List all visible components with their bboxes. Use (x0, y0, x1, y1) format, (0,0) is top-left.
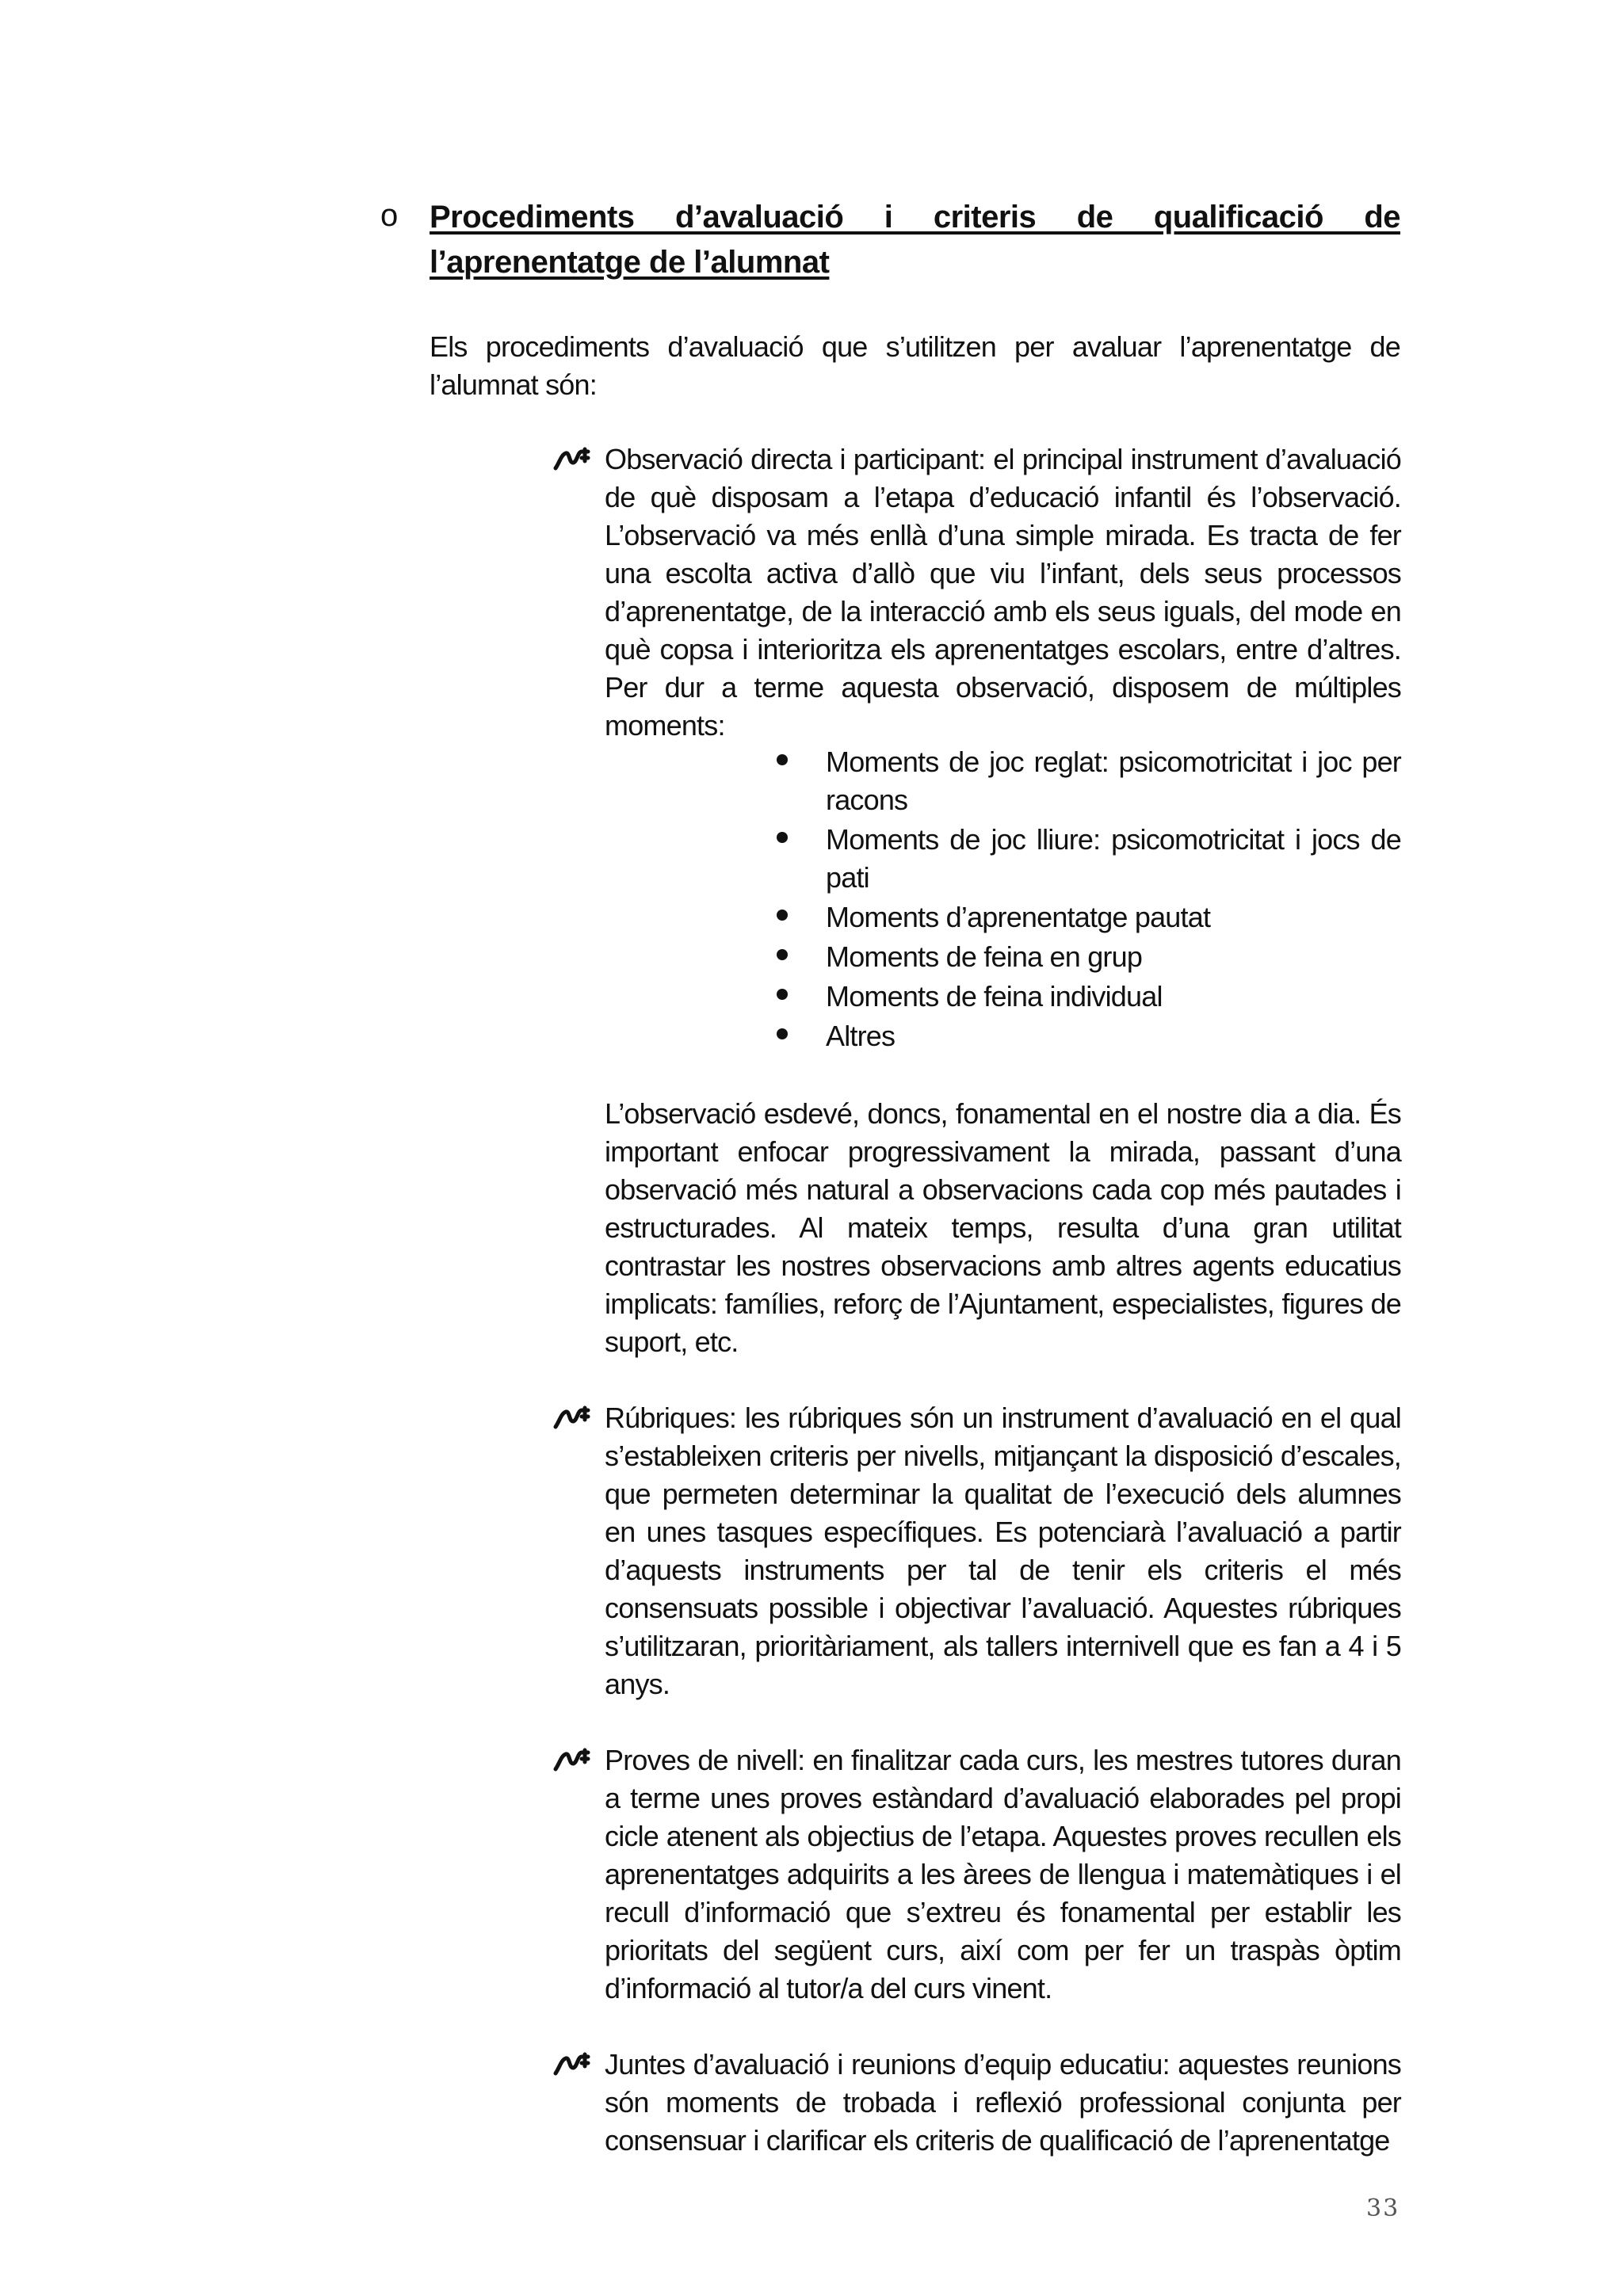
list-item-text: Juntes d’avaluació i reunions d’equip educatiu: aquestes reunions són moments de trobada i reflexió professional conjunta per consensuar i clarificar els criteris de qualificació de l’aprenentatge (605, 2048, 1401, 2157)
bullet-dot-icon (777, 949, 788, 960)
bullet-dot-icon (777, 832, 788, 843)
section-heading (430, 195, 1400, 285)
bullet-dot-icon (777, 1028, 788, 1039)
moments-list-item: Moments de joc reglat: psicomotricitat i joc per racons (777, 743, 1401, 819)
section-heading-line-2: l’aprenentatge de l’alumnat (430, 245, 830, 280)
section-heading-line-1: Procediments d’avaluació i criteris de qualificació de (430, 200, 1400, 235)
bullet-dot-icon (777, 910, 788, 921)
pen-scribble-icon (553, 1405, 591, 1429)
list-item-text: Rúbriques: les rúbriques són un instrument d’avaluació en el qual s’estableixen criteris per nivells, mitjançant la disposició d’escales, que permeten determinar la qualitat de l’execució dels alumnes en unes tasques específiques. Es potenciarà l’avaluació a partir d’aquests instruments per tal de tenir els criteris el més consensuats possible i objectivar l’avaluació. Aquestes rúbriques s’utilitzaran, prioritàriament, als tallers internivell que es fan a 4 i 5 anys. (605, 1402, 1401, 1700)
bullet-dot-icon (777, 989, 788, 1000)
moments-list-item: Altres (777, 1017, 1401, 1055)
page-number: 33 (1366, 2195, 1400, 2222)
list-item-rubriques (556, 1399, 1401, 1703)
moments-list (777, 743, 1401, 1055)
heading-bullet-marker: o (380, 198, 399, 233)
moments-list-item: Moments de feina en grup (777, 938, 1401, 976)
bullet-dot-icon (777, 754, 788, 765)
moments-list-item: Moments de feina individual (777, 978, 1401, 1016)
pen-scribble-icon (553, 1748, 591, 1772)
list-item-juntes-avaluacio (556, 2046, 1401, 2160)
pen-scribble-icon (553, 447, 591, 471)
pen-scribble-icon (553, 2052, 591, 2076)
moments-list-item: Moments d’aprenentatge pautat (777, 898, 1401, 936)
intro-paragraph: Els procediments d’avaluació que s’utilitzen per avaluar l’aprenentatge de l’alumnat són: (430, 330, 1400, 401)
list-item-text: Observació directa i participant: el principal instrument d’avaluació de què disposam a l’etapa d’educació infantil és l’observació. L’observació va més enllà d’una simple mirada. Es tracta de fer una escolta activa d’allò que viu l’infant, dels seus processos d’aprenentatge, de la interacció amb els seus iguals, del mode en què copsa i interioritza els aprenentatges escolars, entre d’altres. Per dur a terme aquesta observació, disposem de múltiples moments: (605, 443, 1401, 742)
list-item-observacio (556, 441, 1401, 745)
observation-paragraph: L’observació esdevé, doncs, fonamental en el nostre dia a dia. És important enfocar progressivament la mirada, passant d’una observació més natural a observacions cada cop més pautades i estructurades. Al mateix temps, resulta d’una gran utilitat contrastar les nostres observacions amb altres agents educatius implicats: famílies, reforç de l’Ajuntament, especialistes, figures de suport, etc. (605, 1097, 1401, 1358)
moments-list-item: Moments de joc lliure: psicomotricitat i jocs de pati (777, 821, 1401, 897)
list-item-text: Proves de nivell: en finalitzar cada curs, les mestres tutores duran a terme unes proves estàndard d’avaluació elaborades pel propi cicle atenent als objectius de l’etapa. Aquestes proves recullen els aprenentatges adquirits a les àrees de llengua i matemàtiques i el recull d’informació que s’extreu és fonamental per establir les prioritats del següent curs, així com per fer un traspàs òptim d’informació al tutor/a del curs vinent. (605, 1744, 1401, 2004)
list-item-proves-de-nivell (556, 1741, 1401, 2008)
